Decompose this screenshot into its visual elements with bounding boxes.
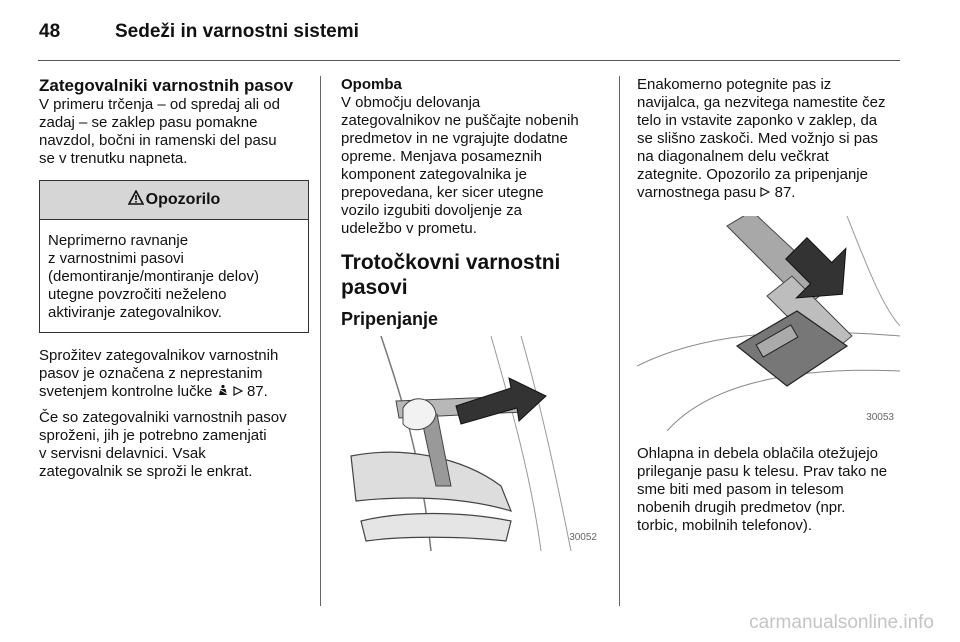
- pretensioner-paragraph: [39, 347, 309, 401]
- clothing-paragraph: Ohlapna in debela oblačila otežujejo prileganje pasu k telesu. Prav tako ne sme biti med pasom in telesom nobenih drugih predmetov (npr. torbic, mobilnih telefonov).: [637, 445, 888, 534]
- subheading-fastening: Pripenjanje: [341, 309, 439, 329]
- illustration-id-30053: 30053: [866, 412, 894, 423]
- header-rule: [38, 60, 900, 61]
- fastening-drawing: [341, 336, 603, 551]
- pretensioner-page-ref: 87.: [246, 383, 268, 400]
- watermark: carmanualsonline.info: [749, 612, 934, 633]
- column-divider-2: [619, 76, 620, 606]
- warning-header: [40, 181, 308, 220]
- page-number: 48: [39, 21, 61, 42]
- replacement-paragraph: Če so zategovalniki varnostnih pasov sproženi, jih je potrebno zamenjati v servisni delavnici. Vsak zategovalnik se sproži le enkrat.: [39, 409, 287, 480]
- note-title: Opomba: [341, 76, 402, 93]
- column-3: [637, 76, 903, 535]
- section-heading-three-point-belts: Trotočkovni varnostni pasovi: [341, 251, 561, 299]
- column-divider-1: [320, 76, 321, 606]
- column-2: [341, 76, 609, 551]
- note-body: V območju delovanja zategovalnikov ne puščajte nobenih predmetov in ne vgrajujte dodatne opreme. Menjava posameznih komponent zategovalnika je prepovedana, ker sicer utegne vozilo izgubiti dovoljenje za udeležbo v prometu.: [341, 94, 579, 237]
- warning-triangle-icon: [128, 190, 144, 210]
- page-reference-arrow-icon: [760, 185, 770, 200]
- illustration-id-30052: 30052: [569, 532, 597, 543]
- warning-box: [39, 180, 309, 333]
- buckle-drawing: [637, 216, 900, 431]
- seatbelt-warning-light-icon: [217, 384, 229, 399]
- warning-title: Opozorilo: [145, 191, 221, 208]
- fastening-text: Enakomerno potegnite pas iz navijalca, ga nezvitega namestite čez telo in vstavite zaponko v zaklep, da se slišno zaskoči. Med vožnjo si pas na diagonalnem delu večkrat zategnite. Opozorilo za pripenjanje varnostnega pasu: [637, 76, 886, 201]
- warning-body: Neprimerno ravnanje z varnostnimi pasovi (demontiranje/montiranje delov) utegne povzročiti neželeno aktiviranje zategovalnikov.: [48, 232, 259, 321]
- section-heading-pretensioners: Zategovalniki varnostnih pasov: [39, 76, 294, 95]
- column-1: [39, 76, 309, 481]
- fastening-illustration: [341, 336, 603, 551]
- chapter-title: Sedeži in varnostni sistemi: [115, 21, 359, 42]
- intro-paragraph: V primeru trčenja – od spredaj ali od zadaj – se zaklep pasu pomakne navzdol, bočni in ramenski del pasu se v trenutku napneta.: [39, 96, 280, 167]
- fastening-paragraph: [637, 76, 903, 202]
- buckle-illustration: [637, 216, 900, 431]
- pretensioner-text: Sprožitev zategovalnikov varnostnih pasov je označena z neprestanim svetenjem kontrolne lučke: [39, 347, 279, 400]
- page-reference-arrow-icon: [233, 384, 243, 399]
- fastening-page-ref: 87.: [774, 184, 796, 201]
